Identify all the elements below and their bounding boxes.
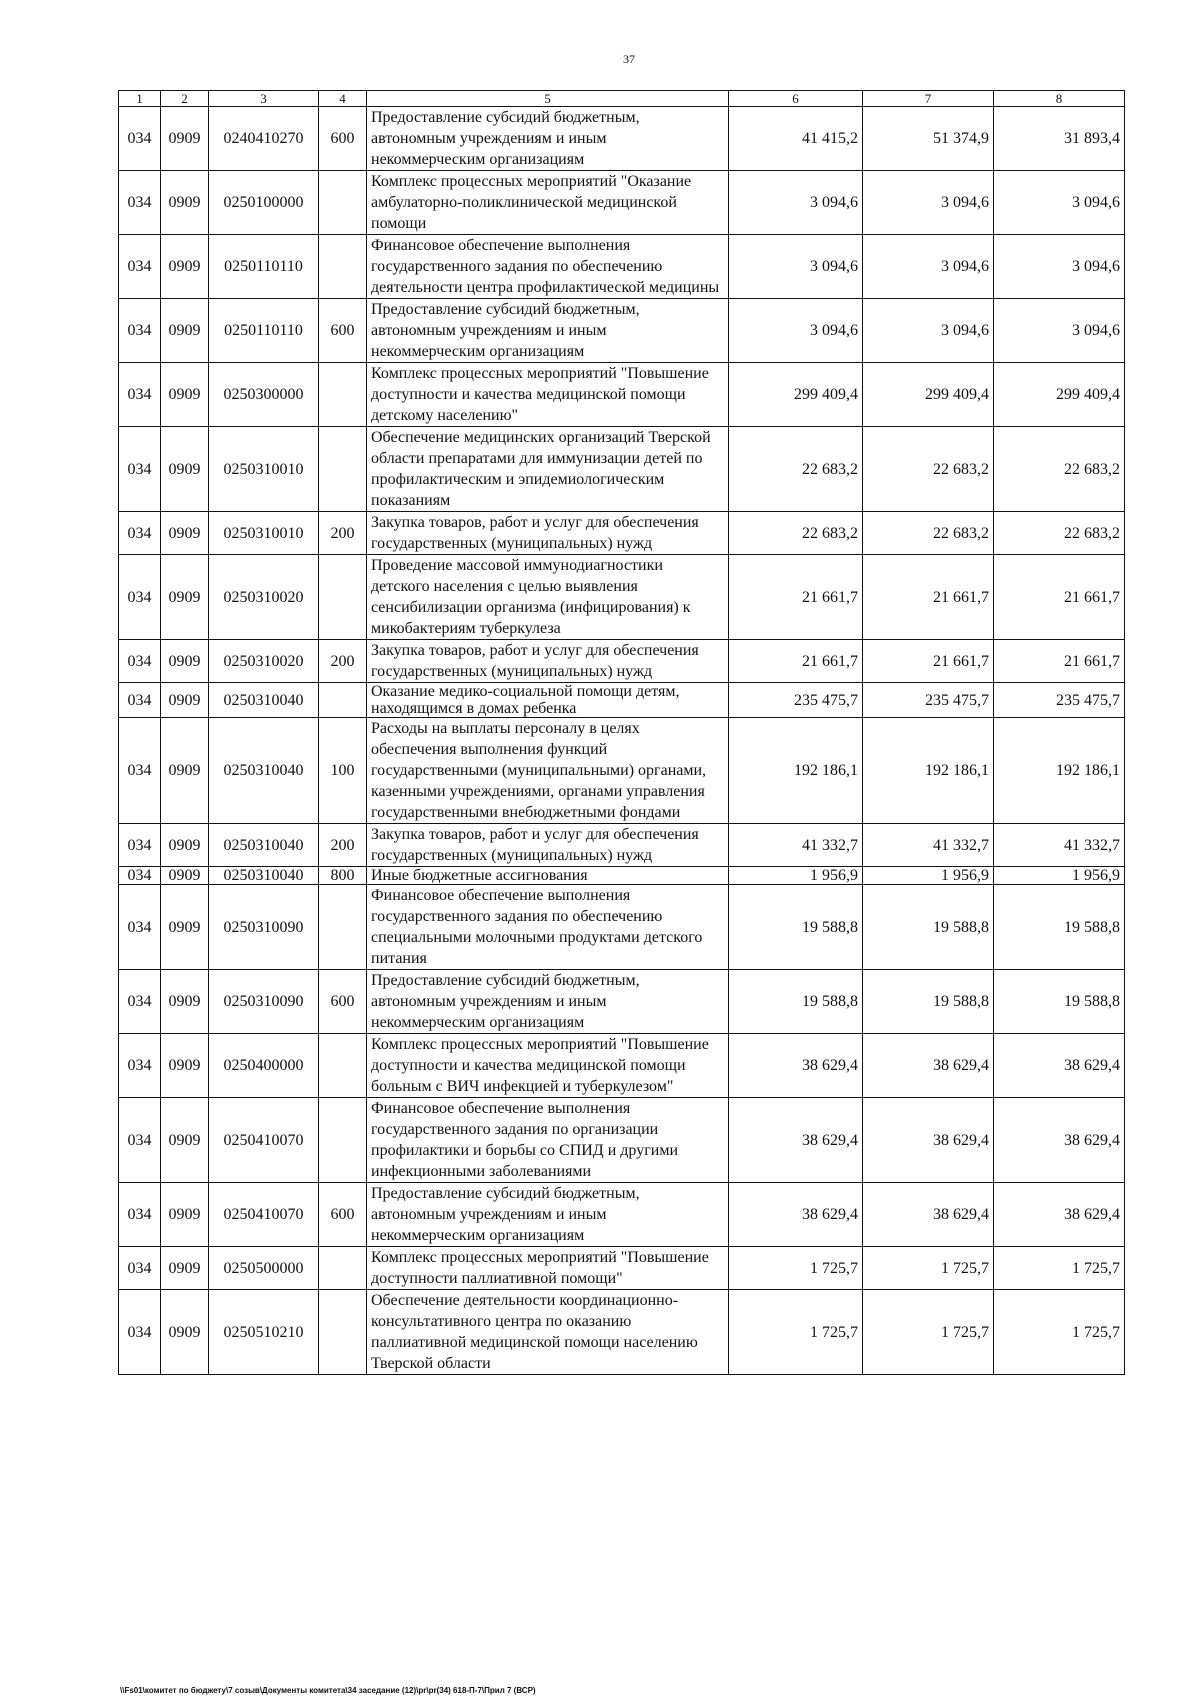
expense-type-cell: 600	[319, 107, 367, 171]
table-row	[119, 555, 1125, 640]
target-article-cell: 0240410270	[209, 107, 319, 171]
amount-year-1-cell: 1 725,7	[729, 1247, 863, 1290]
main-code-cell: 034	[119, 824, 161, 867]
target-article-cell: 0250310020	[209, 555, 319, 640]
table-row	[119, 640, 1125, 683]
amount-year-2-cell: 192 186,1	[863, 718, 994, 824]
amount-year-1-cell: 41 332,7	[729, 824, 863, 867]
amount-year-2-cell: 235 475,7	[863, 683, 994, 718]
description-cell: Закупка товаров, работ и услуг для обеспечения государственных (муниципальных) нужд	[367, 640, 729, 683]
table-row	[119, 718, 1125, 824]
table-row	[119, 1098, 1125, 1183]
target-article-cell: 0250310010	[209, 427, 319, 512]
amount-year-2-cell: 19 588,8	[863, 885, 994, 970]
target-article-cell: 0250410070	[209, 1098, 319, 1183]
description-cell: Предоставление субсидий бюджетным, автономным учреждениям и иным некоммерческим организациям	[367, 299, 729, 363]
table-row	[119, 1247, 1125, 1290]
target-article-cell: 0250110110	[209, 235, 319, 299]
table-row	[119, 1034, 1125, 1098]
main-code-cell: 034	[119, 1183, 161, 1247]
target-article-cell: 0250310090	[209, 885, 319, 970]
expense-type-cell: 600	[319, 970, 367, 1034]
description-cell: Закупка товаров, работ и услуг для обеспечения государственных (муниципальных) нужд	[367, 512, 729, 555]
section-code-cell: 0909	[161, 1098, 209, 1183]
header-col-6: 6	[729, 91, 863, 107]
target-article-cell: 0250310010	[209, 512, 319, 555]
main-code-cell: 034	[119, 867, 161, 885]
section-code-cell: 0909	[161, 867, 209, 885]
target-article-cell: 0250410070	[209, 1183, 319, 1247]
expense-type-cell	[319, 1247, 367, 1290]
expense-type-cell	[319, 885, 367, 970]
amount-year-1-cell: 19 588,8	[729, 970, 863, 1034]
expense-type-cell: 800	[319, 867, 367, 885]
table-row	[119, 1183, 1125, 1247]
section-code-cell: 0909	[161, 107, 209, 171]
target-article-cell: 0250310020	[209, 640, 319, 683]
section-code-cell: 0909	[161, 683, 209, 718]
amount-year-1-cell: 22 683,2	[729, 512, 863, 555]
amount-year-3-cell: 19 588,8	[994, 970, 1125, 1034]
main-code-cell: 034	[119, 512, 161, 555]
target-article-cell: 0250100000	[209, 171, 319, 235]
amount-year-1-cell: 1 725,7	[729, 1290, 863, 1375]
description-cell: Иные бюджетные ассигнования	[367, 867, 729, 885]
table-row	[119, 1290, 1125, 1375]
main-code-cell: 034	[119, 1034, 161, 1098]
amount-year-2-cell: 38 629,4	[863, 1034, 994, 1098]
main-code-cell: 034	[119, 171, 161, 235]
amount-year-1-cell: 299 409,4	[729, 363, 863, 427]
main-code-cell: 034	[119, 299, 161, 363]
description-cell: Закупка товаров, работ и услуг для обеспечения государственных (муниципальных) нужд	[367, 824, 729, 867]
table-row	[119, 885, 1125, 970]
description-cell: Финансовое обеспечение выполнения государственного задания по обеспечению деятельности центра профилактической медицины	[367, 235, 729, 299]
amount-year-1-cell: 19 588,8	[729, 885, 863, 970]
section-code-cell: 0909	[161, 640, 209, 683]
description-cell: Финансовое обеспечение выполнения государственного задания по организации профилактики и борьбы со СПИД и другими инфекционными заболеваниями	[367, 1098, 729, 1183]
description-cell: Расходы на выплаты персоналу в целях обеспечения выполнения функций государственными (муниципальными) органами, казенными учреждениями, органами управления государственными внебюджетными фондами	[367, 718, 729, 824]
table-row	[119, 235, 1125, 299]
target-article-cell: 0250110110	[209, 299, 319, 363]
amount-year-2-cell: 22 683,2	[863, 512, 994, 555]
amount-year-3-cell: 1 956,9	[994, 867, 1125, 885]
expense-type-cell: 200	[319, 640, 367, 683]
header-col-8: 8	[994, 91, 1125, 107]
table-row	[119, 824, 1125, 867]
table-row	[119, 683, 1125, 718]
amount-year-3-cell: 22 683,2	[994, 427, 1125, 512]
main-code-cell: 034	[119, 683, 161, 718]
expense-type-cell: 100	[319, 718, 367, 824]
section-code-cell: 0909	[161, 555, 209, 640]
expense-type-cell	[319, 683, 367, 718]
description-cell: Комплекс процессных мероприятий "Повышение доступности паллиативной помощи"	[367, 1247, 729, 1290]
amount-year-3-cell: 3 094,6	[994, 235, 1125, 299]
amount-year-3-cell: 3 094,6	[994, 171, 1125, 235]
table-row	[119, 970, 1125, 1034]
amount-year-1-cell: 192 186,1	[729, 718, 863, 824]
amount-year-1-cell: 22 683,2	[729, 427, 863, 512]
header-col-5: 5	[367, 91, 729, 107]
amount-year-3-cell: 31 893,4	[994, 107, 1125, 171]
target-article-cell: 0250310040	[209, 718, 319, 824]
table-row	[119, 363, 1125, 427]
amount-year-1-cell: 21 661,7	[729, 640, 863, 683]
amount-year-2-cell: 3 094,6	[863, 299, 994, 363]
header-col-3: 3	[209, 91, 319, 107]
table-row	[119, 867, 1125, 885]
target-article-cell: 0250300000	[209, 363, 319, 427]
description-cell: Предоставление субсидий бюджетным, автономным учреждениям и иным некоммерческим организациям	[367, 970, 729, 1034]
expense-type-cell	[319, 363, 367, 427]
main-code-cell: 034	[119, 885, 161, 970]
amount-year-1-cell: 38 629,4	[729, 1098, 863, 1183]
amount-year-1-cell: 3 094,6	[729, 171, 863, 235]
section-code-cell: 0909	[161, 970, 209, 1034]
budget-table	[118, 90, 1125, 1375]
footer-file-path: \\Fs01\комитет по бюджету\7 созыв\Документы комитета\34 заседание (12)\pr\pr(34) 618-П-7\Прил 7 (ВСР)	[120, 1686, 536, 1695]
expense-type-cell: 600	[319, 299, 367, 363]
amount-year-3-cell: 38 629,4	[994, 1034, 1125, 1098]
expense-type-cell	[319, 427, 367, 512]
section-code-cell: 0909	[161, 235, 209, 299]
main-code-cell: 034	[119, 427, 161, 512]
main-code-cell: 034	[119, 555, 161, 640]
header-row	[119, 91, 1125, 107]
header-col-2: 2	[161, 91, 209, 107]
table-row	[119, 107, 1125, 171]
amount-year-3-cell: 21 661,7	[994, 555, 1125, 640]
amount-year-3-cell: 299 409,4	[994, 363, 1125, 427]
amount-year-3-cell: 21 661,7	[994, 640, 1125, 683]
header-col-4: 4	[319, 91, 367, 107]
target-article-cell: 0250310040	[209, 867, 319, 885]
amount-year-3-cell: 1 725,7	[994, 1247, 1125, 1290]
amount-year-2-cell: 22 683,2	[863, 427, 994, 512]
section-code-cell: 0909	[161, 427, 209, 512]
amount-year-1-cell: 1 956,9	[729, 867, 863, 885]
target-article-cell: 0250500000	[209, 1247, 319, 1290]
expense-type-cell: 600	[319, 1183, 367, 1247]
target-article-cell: 0250310040	[209, 824, 319, 867]
description-cell: Предоставление субсидий бюджетным, автономным учреждениям и иным некоммерческим организациям	[367, 1183, 729, 1247]
amount-year-2-cell: 3 094,6	[863, 235, 994, 299]
description-cell: Обеспечение медицинских организаций Тверской области препаратами для иммунизации детей по профилактическим и эпидемиологическим показаниям	[367, 427, 729, 512]
expense-type-cell	[319, 171, 367, 235]
target-article-cell: 0250310090	[209, 970, 319, 1034]
section-code-cell: 0909	[161, 718, 209, 824]
description-cell: Финансовое обеспечение выполнения государственного задания по обеспечению специальными молочными продуктами детского питания	[367, 885, 729, 970]
table-row	[119, 427, 1125, 512]
amount-year-3-cell: 22 683,2	[994, 512, 1125, 555]
expense-type-cell	[319, 235, 367, 299]
amount-year-3-cell: 1 725,7	[994, 1290, 1125, 1375]
section-code-cell: 0909	[161, 885, 209, 970]
main-code-cell: 034	[119, 1290, 161, 1375]
amount-year-2-cell: 1 725,7	[863, 1247, 994, 1290]
amount-year-1-cell: 21 661,7	[729, 555, 863, 640]
target-article-cell: 0250510210	[209, 1290, 319, 1375]
description-cell: Проведение массовой иммунодиагностики детского населения с целью выявления сенсибилизации организма (инфицирования) к микобактериям туберкулеза	[367, 555, 729, 640]
amount-year-2-cell: 41 332,7	[863, 824, 994, 867]
amount-year-1-cell: 3 094,6	[729, 235, 863, 299]
expense-type-cell	[319, 555, 367, 640]
description-cell: Комплекс процессных мероприятий "Оказание амбулаторно-поликлинической медицинской помощи	[367, 171, 729, 235]
amount-year-3-cell: 19 588,8	[994, 885, 1125, 970]
main-code-cell: 034	[119, 235, 161, 299]
description-cell: Оказание медико-социальной помощи детям, находящимся в домах ребенка	[367, 683, 729, 718]
main-code-cell: 034	[119, 640, 161, 683]
amount-year-1-cell: 41 415,2	[729, 107, 863, 171]
expense-type-cell	[319, 1290, 367, 1375]
table-row	[119, 299, 1125, 363]
main-code-cell: 034	[119, 1098, 161, 1183]
amount-year-3-cell: 38 629,4	[994, 1183, 1125, 1247]
section-code-cell: 0909	[161, 1183, 209, 1247]
amount-year-2-cell: 38 629,4	[863, 1183, 994, 1247]
section-code-cell: 0909	[161, 299, 209, 363]
amount-year-2-cell: 21 661,7	[863, 640, 994, 683]
amount-year-2-cell: 1 956,9	[863, 867, 994, 885]
amount-year-2-cell: 3 094,6	[863, 171, 994, 235]
section-code-cell: 0909	[161, 1247, 209, 1290]
main-code-cell: 034	[119, 718, 161, 824]
amount-year-3-cell: 41 332,7	[994, 824, 1125, 867]
expense-type-cell: 200	[319, 512, 367, 555]
amount-year-2-cell: 19 588,8	[863, 970, 994, 1034]
amount-year-1-cell: 38 629,4	[729, 1183, 863, 1247]
section-code-cell: 0909	[161, 1034, 209, 1098]
amount-year-3-cell: 235 475,7	[994, 683, 1125, 718]
table-row	[119, 512, 1125, 555]
header-col-1: 1	[119, 91, 161, 107]
section-code-cell: 0909	[161, 1290, 209, 1375]
description-cell: Обеспечение деятельности координационно-консультативного центра по оказанию паллиативной медицинской помощи населению Тверской области	[367, 1290, 729, 1375]
target-article-cell: 0250400000	[209, 1034, 319, 1098]
amount-year-2-cell: 38 629,4	[863, 1098, 994, 1183]
section-code-cell: 0909	[161, 824, 209, 867]
main-code-cell: 034	[119, 363, 161, 427]
amount-year-2-cell: 1 725,7	[863, 1290, 994, 1375]
header-col-7: 7	[863, 91, 994, 107]
amount-year-2-cell: 51 374,9	[863, 107, 994, 171]
description-cell: Предоставление субсидий бюджетным, автономным учреждениям и иным некоммерческим организациям	[367, 107, 729, 171]
section-code-cell: 0909	[161, 171, 209, 235]
expense-type-cell: 200	[319, 824, 367, 867]
amount-year-3-cell: 38 629,4	[994, 1098, 1125, 1183]
amount-year-2-cell: 21 661,7	[863, 555, 994, 640]
amount-year-3-cell: 3 094,6	[994, 299, 1125, 363]
description-cell: Комплекс процессных мероприятий "Повышение доступности и качества медицинской помощи больным с ВИЧ инфекцией и туберкулезом"	[367, 1034, 729, 1098]
section-code-cell: 0909	[161, 512, 209, 555]
main-code-cell: 034	[119, 970, 161, 1034]
description-cell: Комплекс процессных мероприятий "Повышение доступности и качества медицинской помощи детскому населению"	[367, 363, 729, 427]
amount-year-3-cell: 192 186,1	[994, 718, 1125, 824]
main-code-cell: 034	[119, 107, 161, 171]
target-article-cell: 0250310040	[209, 683, 319, 718]
section-code-cell: 0909	[161, 363, 209, 427]
table-row	[119, 171, 1125, 235]
page-number: 37	[623, 52, 635, 66]
main-code-cell: 034	[119, 1247, 161, 1290]
amount-year-1-cell: 235 475,7	[729, 683, 863, 718]
amount-year-1-cell: 3 094,6	[729, 299, 863, 363]
expense-type-cell	[319, 1034, 367, 1098]
amount-year-2-cell: 299 409,4	[863, 363, 994, 427]
expense-type-cell	[319, 1098, 367, 1183]
amount-year-1-cell: 38 629,4	[729, 1034, 863, 1098]
